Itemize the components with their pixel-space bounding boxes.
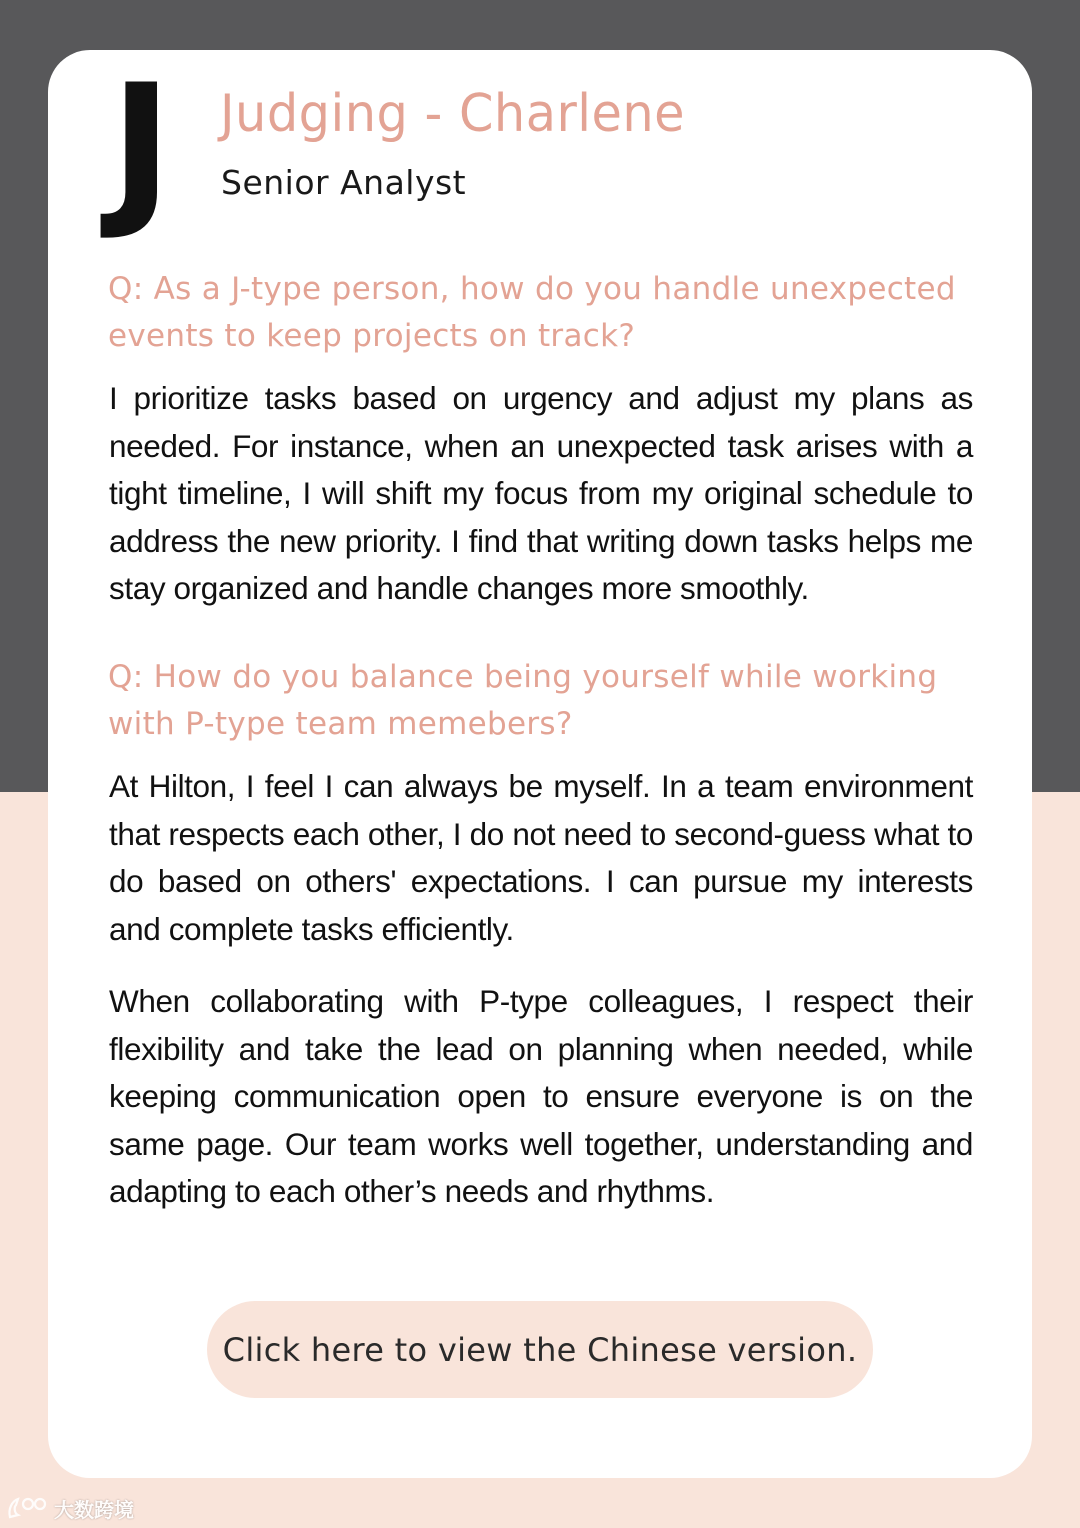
job-title: Senior Analyst (221, 163, 467, 202)
page-title: Judging - Charlene (220, 84, 685, 144)
brand-logo-icon (6, 1495, 48, 1521)
question-2: Q: How do you balance being yourself while working with P-type team memebers? (108, 659, 938, 742)
chinese-version-button[interactable]: Click here to view the Chinese version. (207, 1301, 873, 1398)
watermark (6, 1490, 134, 1526)
answer-1-paragraph-1: I prioritize tasks based on urgency and adjust my plans as needed. For instance, when an unexpected task arises with a tight timeline, I will shift my focus from my original schedule to address the new priority. I find that writing down tasks helps me stay organized and handle changes more smoothly. (109, 380, 973, 606)
answer-2-paragraph-2: When collaborating with P-type colleagues, I respect their flexibility and take the lead on planning when needed, while keeping communication open to ensure everyone is on the same page. Our team works well together, understanding and adapting to each other’s needs and rhythms. (109, 983, 973, 1209)
watermark-text: 大数跨境 (54, 1497, 134, 1522)
answer-2-paragraph-1: At Hilton, I feel I can always be myself. In a team environment that respects each other, I do not need to second-guess what to do based on others' expectations. I can pursue my interests and complete tasks efficiently. (109, 768, 973, 947)
type-letter: J (110, 48, 169, 244)
question-1: Q: As a J-type person, how do you handle unexpected events to keep projects on track? (108, 271, 956, 354)
